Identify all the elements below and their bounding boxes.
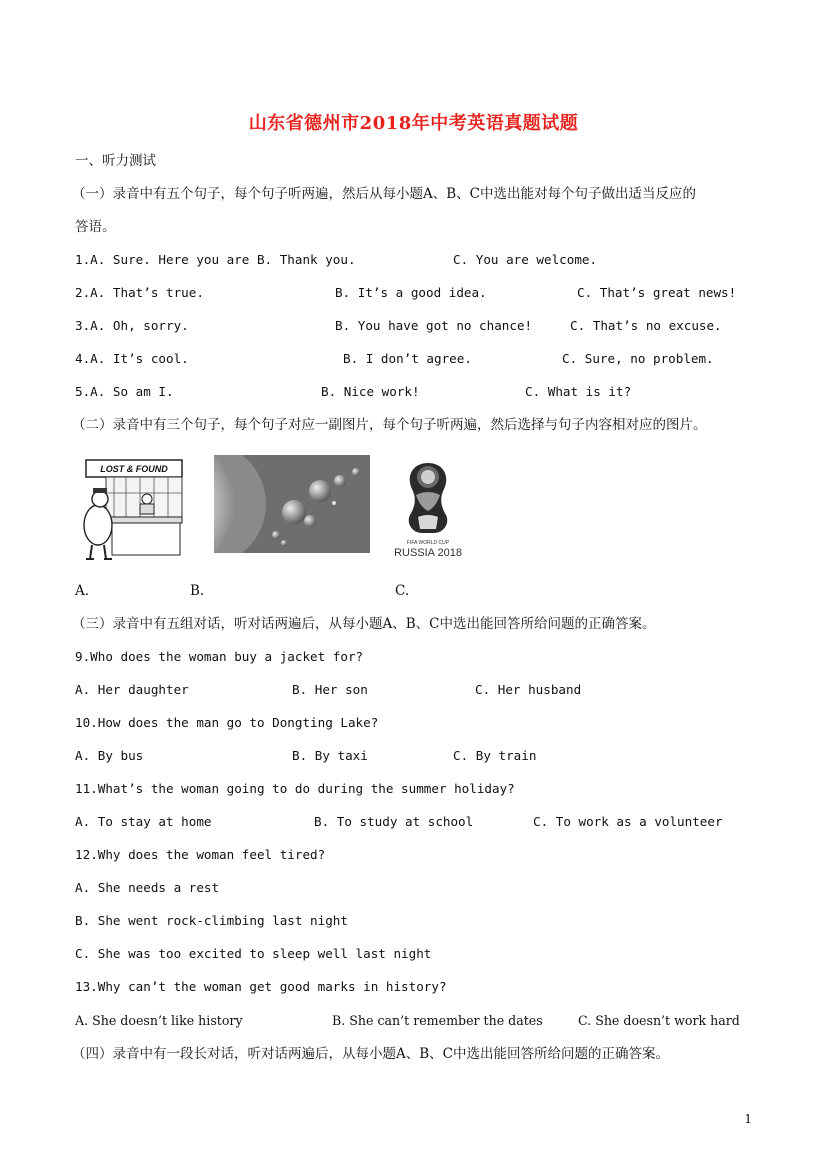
q10-option-b: B. By taxi xyxy=(292,748,368,763)
q5-option-a: 5.A. So am I. xyxy=(75,384,174,399)
part2-instructions: （二）录音中有三个句子，每个句子对应一副图片，每个句子听两遍，然后选择与句子内容相对应的图片。 xyxy=(72,417,707,433)
question-9: 9.Who does the woman buy a jacket for? xyxy=(75,649,364,664)
q2-option-b: B. It’s a good idea. xyxy=(335,285,487,300)
q13-option-a: A. She doesn’t like history xyxy=(75,1013,243,1028)
part3-instructions: （三）录音中有五组对话，听对话两遍后，从每小题A、B、C中选出能回答所给问题的正确答案。 xyxy=(72,616,656,632)
question-13: 13.Why can’t the woman get good marks in history? xyxy=(75,979,447,994)
q9-option-a: A. Her daughter xyxy=(75,682,189,697)
q10-option-a: A. By bus xyxy=(75,748,144,763)
q4-option-c: C. Sure, no problem. xyxy=(562,351,714,366)
lost-and-found-picture xyxy=(78,455,185,563)
q1-option-c: C. You are welcome. xyxy=(453,252,598,267)
q4-option-a: 4.A. It’s cool. xyxy=(75,351,189,366)
picture-label-c: C. xyxy=(395,583,410,599)
q4-option-b: B. I don’t agree. xyxy=(343,351,472,366)
q11-option-a: A. To stay at home xyxy=(75,814,212,829)
q3-option-a: 3.A. Oh, sorry. xyxy=(75,318,189,333)
question-12: 12.Why does the woman feel tired? xyxy=(75,847,326,862)
q10-option-c: C. By train xyxy=(453,748,537,763)
q12-option-b: B. She went rock-climbing last night xyxy=(75,913,348,928)
russia-caption: RUSSIA 2018 xyxy=(394,547,462,559)
part4-instructions: （四）录音中有一段长对话，听对话两遍后，从每小题A、B、C中选出能回答所给问题的正确答案。 xyxy=(72,1046,669,1062)
picture-label-a: A. xyxy=(75,583,90,599)
picture-row xyxy=(75,455,495,565)
q9-option-b: B. Her son xyxy=(292,682,368,697)
page-number: 1 xyxy=(744,1112,752,1126)
q5-option-b: B. Nice work! xyxy=(321,384,420,399)
question-11: 11.What’s the woman going to do during the summer holiday? xyxy=(75,781,515,796)
q3-option-b: B. You have got no chance! xyxy=(335,318,533,333)
solar-system-picture xyxy=(214,455,370,553)
fifa-caption: FIFA WORLD CUP xyxy=(406,540,450,546)
q2-option-a: 2.A. That’s true. xyxy=(75,285,204,300)
q13-option-c: C. She doesn’t work hard xyxy=(578,1013,740,1028)
lost-found-sign-text: LOST & FOUND xyxy=(100,464,168,474)
q13-option-b: B. She can’t remember the dates xyxy=(332,1013,543,1028)
q3-option-c: C. That’s no excuse. xyxy=(570,318,722,333)
q5-option-c: C. What is it? xyxy=(525,384,632,399)
q9-option-c: C. Her husband xyxy=(475,682,582,697)
part1-instructions: （一）录音中有五个句子，每个句子听两遍，然后从每小题A、B、C中选出能对每个句子做出适当反应的 xyxy=(72,186,696,202)
q12-option-c: C. She was too excited to sleep well last night xyxy=(75,946,432,961)
question-10: 10.How does the man go to Dongting Lake? xyxy=(75,715,379,730)
q12-option-a: A. She needs a rest xyxy=(75,880,220,895)
page-title: 山东省德州市2018年中考英语真题试题 xyxy=(248,113,579,134)
picture-label-b: B. xyxy=(190,583,205,599)
section-heading: 一、听力测试 xyxy=(75,153,156,169)
part1-instructions-cont: 答语。 xyxy=(75,219,116,235)
q11-option-c: C. To work as a volunteer xyxy=(533,814,723,829)
world-cup-logo-picture xyxy=(382,455,474,563)
q11-option-b: B. To study at school xyxy=(314,814,474,829)
q2-option-c: C. That’s great news! xyxy=(577,285,737,300)
q1-option-ab: 1.A. Sure. Here you are B. Thank you. xyxy=(75,252,356,267)
